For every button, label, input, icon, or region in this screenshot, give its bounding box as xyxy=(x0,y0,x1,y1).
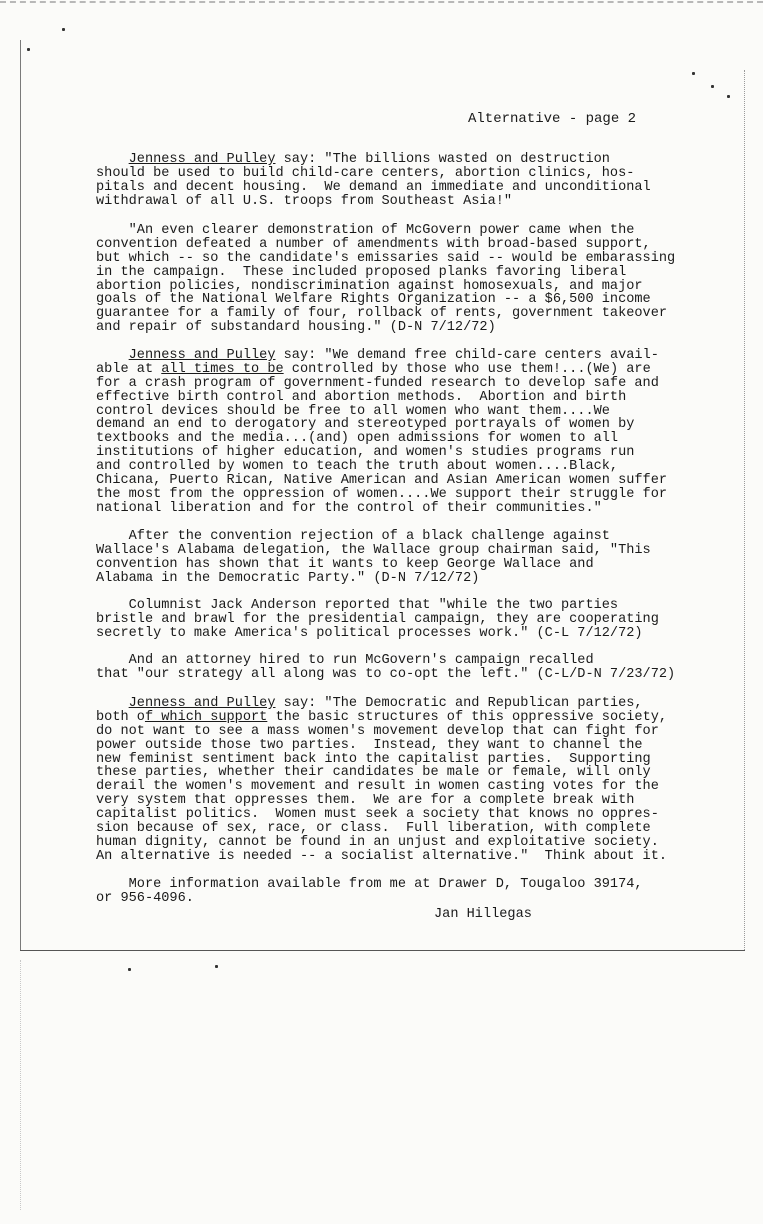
text-line: effective birth control and abortion methods. Abortion and birth xyxy=(96,389,627,405)
text-line: "An even clearer demonstration of McGovern power came when the xyxy=(96,223,635,238)
text-line: goals of the National Welfare Rights Organization -- a $6,500 income xyxy=(96,292,651,308)
text-line: very system that oppresses them. We are for a complete break with xyxy=(96,793,635,809)
ink-speck xyxy=(128,968,131,971)
text-line: convention defeated a number of amendments with broad-based support, xyxy=(96,236,651,252)
text-line: able at all times to be controlled by those who use them!...(We) are xyxy=(96,361,651,377)
text-line: More information available from me at Drawer D, Tougaloo 39174, xyxy=(96,877,643,892)
text-line: convention has shown that it wants to keep George Wallace and xyxy=(96,556,594,572)
text-line: guarantee for a family of four, rollback of rents, government takeover xyxy=(96,306,668,322)
ink-speck xyxy=(62,28,65,31)
text-line: Jenness and Pulley say: "The billions wasted on destruction xyxy=(128,152,610,167)
underlined-phrase: f which support xyxy=(144,709,268,725)
text-line: pitals and decent housing. We demand an immediate and unconditional xyxy=(96,179,651,195)
text-line: derail the women's movement and result in women casting votes for the xyxy=(96,779,659,795)
lower-left-rule xyxy=(20,960,21,1210)
text-line: should be used to build child-care centers, abortion clinics, hos- xyxy=(96,165,635,181)
text-line: in the campaign. These included proposed planks favoring liberal xyxy=(96,264,627,280)
text-line: abortion policies, nondiscrimination against homosexuals, and major xyxy=(96,278,643,294)
top-edge-dashes xyxy=(0,1,763,3)
underlined-names: Jenness and Pulley xyxy=(128,348,276,363)
text-line: and repair of substandard housing." (D-N 7/12/72) xyxy=(96,320,496,336)
underlined-phrase: all times to be xyxy=(161,361,284,377)
text-line: that "our strategy all along was to co-opt the left." (C-L/D-N 7/23/72) xyxy=(96,666,676,682)
text-line: for a crash program of government-funded research to develop safe and xyxy=(96,375,659,391)
text-line: do not want to see a mass women's movement develop that can fight for xyxy=(96,723,659,739)
text-line: institutions of higher education, and women's studies programs run xyxy=(96,445,635,461)
ink-speck xyxy=(27,48,30,51)
text-line: textbooks and the media...(and) open admissions for women to all xyxy=(96,431,619,447)
text-line: An alternative is needed -- a socialist alternative." Think about it. xyxy=(96,848,668,864)
text-line: After the convention rejection of a black challenge against xyxy=(96,529,610,544)
text-line: demand an end to derogatory and stereotyped portrayals of women by xyxy=(96,417,635,433)
text-line: both of which support the basic structures of this oppressive society, xyxy=(96,709,668,725)
text-line: Jenness and Pulley say: "The Democratic and Republican parties, xyxy=(128,696,643,711)
text-line: power outside those two parties. Instead, they want to channel the xyxy=(96,737,643,753)
text-line: or 956-4096. xyxy=(96,890,194,906)
text-line: new feminist sentiment back into the capitalist parties. Supporting xyxy=(96,751,651,767)
text-line: Chicana, Puerto Rican, Native American and Asian American women suffer xyxy=(96,473,668,489)
text-line: Wallace's Alabama delegation, the Wallace group chairman said, "This xyxy=(96,542,651,558)
text-line: capitalist politics. Women must seek a society that knows no oppres- xyxy=(96,807,659,823)
text-line: but which -- so the candidate's emissaries said -- would be embarassing xyxy=(96,250,676,266)
text-line: national liberation and for the control of their communities." xyxy=(96,500,602,516)
text-line: Alabama in the Democratic Party." (D-N 7/12/72) xyxy=(96,570,480,586)
paragraph-2 xyxy=(96,224,736,335)
text-line: Columnist Jack Anderson reported that "while the two parties xyxy=(96,598,619,613)
paragraph-8 xyxy=(96,878,736,906)
bottom-rule xyxy=(20,950,745,951)
left-margin-rule xyxy=(20,40,21,950)
ink-speck xyxy=(692,72,695,75)
text-line: secretly to make America's political processes work." (C-L 7/12/72) xyxy=(96,625,643,641)
paragraph-3 xyxy=(96,349,736,516)
underlined-names: Jenness and Pulley xyxy=(128,152,276,167)
text-line: and controlled by women to teach the truth about women....Black, xyxy=(96,459,619,475)
text-line: these parties, whether their candidates be male or female, will only xyxy=(96,765,651,781)
ink-speck xyxy=(711,85,714,88)
underlined-names: Jenness and Pulley xyxy=(128,696,276,711)
text-line: the most from the oppression of women....We support their struggle for xyxy=(96,486,668,502)
paragraph-5 xyxy=(96,599,736,641)
text-line: control devices should be free to all women who want them....We xyxy=(96,403,610,419)
text-line: bristle and brawl for the presidential campaign, they are cooperating xyxy=(96,611,659,627)
right-margin-rule xyxy=(744,70,745,950)
paragraph-7 xyxy=(96,697,736,864)
paragraph-4 xyxy=(96,530,736,586)
text-line: And an attorney hired to run McGovern's campaign recalled xyxy=(96,653,594,668)
text-line: human dignity, cannot be found in an unjust and exploitative society. xyxy=(96,834,659,850)
page-header: Alternative - page 2 xyxy=(468,111,637,127)
paragraph-1 xyxy=(96,153,736,209)
text-line: Jenness and Pulley say: "We demand free child-care centers avail- xyxy=(128,348,659,363)
ink-speck xyxy=(215,965,218,968)
paragraph-6 xyxy=(96,654,736,682)
signature: Jan Hillegas xyxy=(434,907,532,922)
text-line: withdrawal of all U.S. troops from Southeast Asia!" xyxy=(96,193,513,209)
text-line: sion because of sex, race, or class. Full liberation, with complete xyxy=(96,821,651,837)
ink-speck xyxy=(727,95,730,98)
